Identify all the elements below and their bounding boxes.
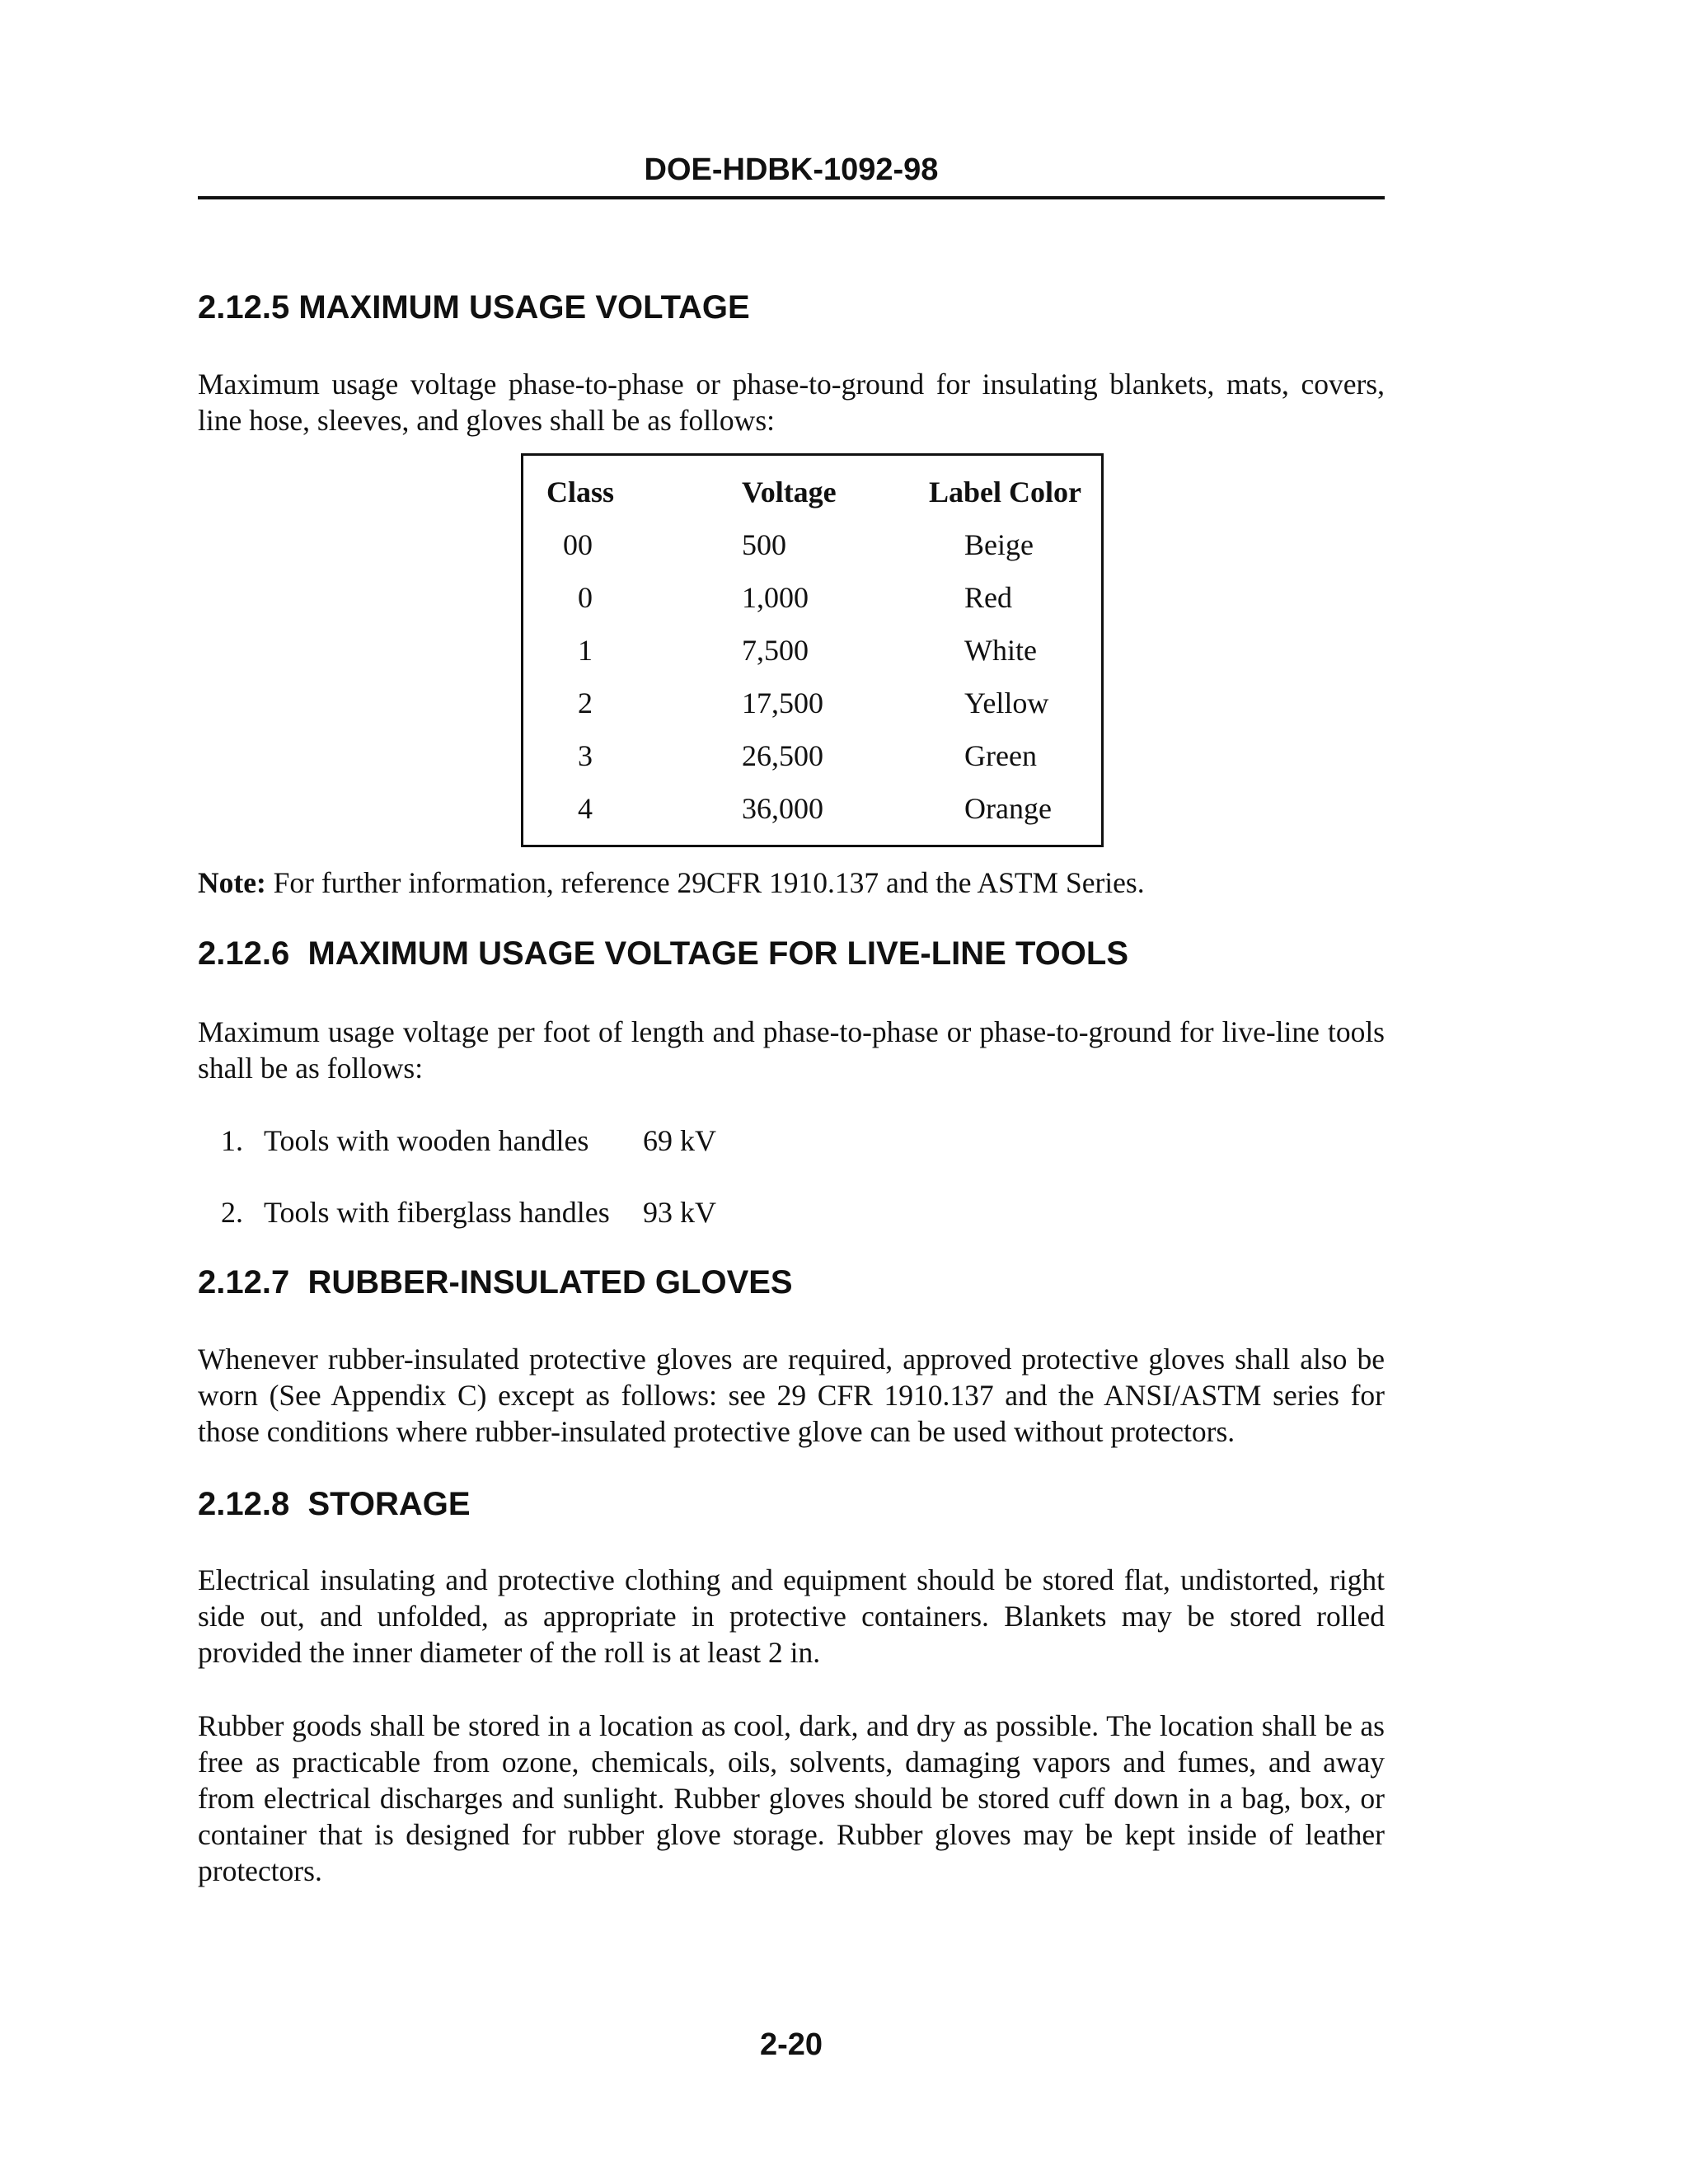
table-header-voltage: Voltage [742,476,837,509]
table-header-label-color: Label Color [929,476,1081,509]
table-cell-class: 0 [578,581,593,614]
table-cell-color: Red [964,581,1012,614]
header-rule [198,196,1385,199]
note-label: Note: [198,866,266,899]
table-header-class: Class [546,476,615,509]
section-heading-2-12-6: 2.12.6 MAXIMUM USAGE VOLTAGE FOR LIVE-LINE TOOLS [198,935,1129,972]
list-item-label: Tools with wooden handles [264,1124,589,1157]
page-number: 2-20 [759,2027,823,2062]
table-cell-voltage: 26,500 [742,739,823,772]
list-item-label: Tools with fiberglass handles [264,1196,610,1229]
document-header: DOE-HDBK-1092-98 [644,152,939,187]
table-cell-color: Green [964,739,1037,772]
table-cell-voltage: 500 [742,528,786,561]
note-text: For further information, reference 29CFR 1910.137 and the ASTM Series. [265,866,1145,899]
section-2-12-8-paragraph-1: Electrical insulating and protective clothing and equipment should be stored flat, undistorted, right side out, and unfolded, as appropriate in protective containers. Blankets may be stored rolled provided the inner diameter of the roll is at least 2 in. [198,1563,1385,1669]
list-item-value: 93 kV [643,1196,716,1229]
table-cell-color: Orange [964,792,1052,825]
section-2-12-7-text: Whenever rubber-insulated protective gloves are required, approved protective gloves shall also be worn (See Appendix C) except as follows: see 29 CFR 1910.137 and the ANSI/ASTM series for those conditions where rubber-insulated protective glove can be used without protectors. [198,1343,1385,1448]
table-cell-voltage: 7,500 [742,634,809,667]
table-cell-color: White [964,634,1037,667]
table-cell-voltage: 1,000 [742,581,809,614]
list-item-number: 1. [221,1124,243,1157]
table-cell-color: Beige [964,528,1034,561]
table-cell-class: 1 [578,634,593,667]
section-heading-2-12-8: 2.12.8 STORAGE [198,1486,471,1522]
table-cell-class: 3 [578,739,593,772]
section-heading-2-12-5: 2.12.5 MAXIMUM USAGE VOLTAGE [198,289,750,326]
voltage-class-table [521,453,1104,847]
table-cell-class: 4 [578,792,593,825]
section-heading-2-12-7: 2.12.7 RUBBER-INSULATED GLOVES [198,1264,793,1301]
table-cell-voltage: 36,000 [742,792,823,825]
list-item-number: 2. [221,1196,243,1229]
table-cell-class: 00 [563,528,593,561]
list-item-value: 69 kV [643,1124,716,1157]
table-cell-voltage: 17,500 [742,687,823,719]
table-cell-class: 2 [578,687,593,719]
section-2-12-5-intro: Maximum usage voltage phase-to-phase or phase-to-ground for insulating blankets, mats, covers, line hose, sleeves, and gloves shall be as follows: [198,368,1385,437]
section-2-12-6-intro: Maximum usage voltage per foot of length and phase-to-phase or phase-to-ground for live-line tools shall be as follows: [198,1015,1385,1085]
section-2-12-8-paragraph-2: Rubber goods shall be stored in a location as cool, dark, and dry as possible. The location shall be as free as practicable from ozone, chemicals, oils, solvents, damaging vapors and fumes, and away from electrical discharges and sunlight. Rubber gloves should be stored cuff down in a bag, box, or container that is designed for rubber glove storage. Rubber gloves may be kept inside of leather protectors. [198,1709,1385,1887]
section-2-12-5-note [198,865,1385,901]
table-cell-color: Yellow [964,687,1049,719]
